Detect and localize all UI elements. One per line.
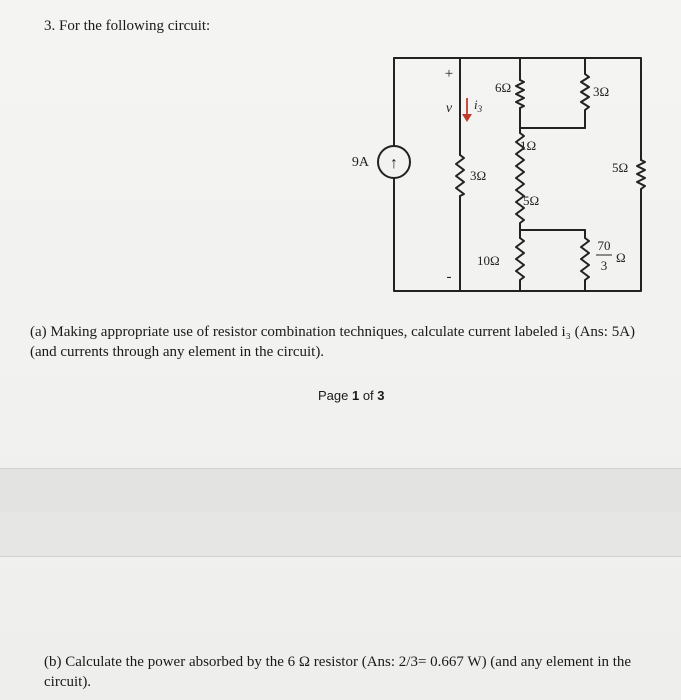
voltage-minus-sign: - [446, 269, 452, 285]
page-middle: of [359, 388, 378, 403]
page-separator-band [0, 468, 681, 514]
voltage-label: v [445, 101, 453, 116]
page-indicator [318, 388, 385, 403]
resistor-70-3-unit: Ω [616, 250, 626, 265]
resistor-3ohm-top [581, 58, 589, 128]
resistor-70-3ohm-label [596, 238, 626, 273]
part-a-text: (a) Making appropriate use of resistor combination techniques, calculate current labeled i₃ (Ans: 5A) (and currents through any element in the circuit). [30, 324, 636, 360]
circuit-diagram [0, 0, 681, 320]
resistor-6ohm-label: 6Ω [495, 80, 512, 95]
resistor-6ohm [516, 80, 524, 108]
resistor-70-3ohm [581, 230, 589, 291]
page-total: 3 [377, 388, 385, 403]
resistor-1ohm-label: 1Ω [520, 138, 537, 153]
current-i3-symbol: i [474, 97, 478, 112]
current-i3-label [474, 97, 483, 114]
page-separator-band-2 [0, 512, 681, 557]
current-i3-subscript: 3 [477, 104, 483, 114]
resistor-3ohm-left [456, 155, 464, 196]
resistor-10ohm-label: 10Ω [477, 253, 500, 268]
resistor-5ohm-mid-label: 5Ω [523, 193, 540, 208]
voltage-plus-sign: + [444, 66, 454, 82]
outer-wire [394, 58, 641, 160]
question-heading: 3. For the following circuit: [44, 18, 211, 34]
resistor-3ohm-top-label: 3Ω [593, 84, 610, 99]
resistor-5ohm-right [637, 160, 645, 195]
resistor-70-3-numerator: 70 [597, 238, 611, 253]
page-prefix: Page [318, 388, 352, 403]
resistor-5ohm-right-label: 5Ω [612, 160, 629, 175]
current-source-arrow: ↑ [390, 155, 398, 172]
resistor-10ohm [516, 238, 524, 291]
page-current: 1 [351, 388, 360, 403]
current-i3-arrow-icon [462, 98, 472, 122]
resistor-70-3-denominator: 3 [600, 258, 608, 273]
resistor-3ohm-left-label: 3Ω [470, 168, 487, 183]
source-value-label: 9A [351, 155, 369, 170]
part-b-text: (b) Calculate the power absorbed by the 6 Ω resistor (Ans: 2/3= 0.667 W) (and any element in the circuit). [44, 654, 632, 690]
